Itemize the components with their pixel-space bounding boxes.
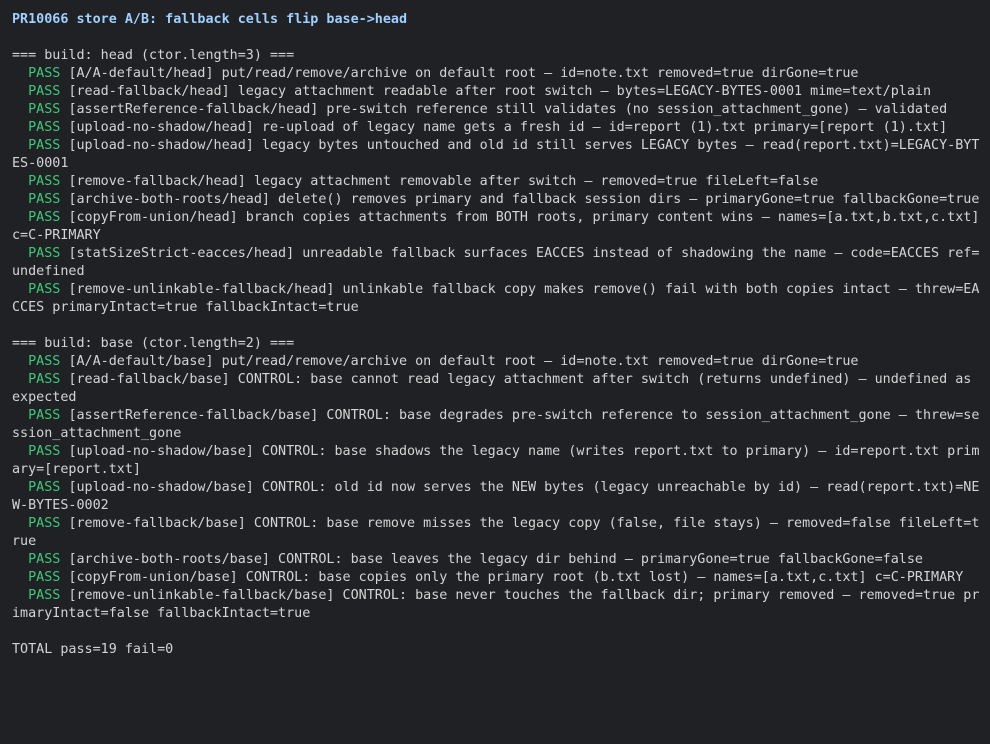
result-text: [upload-no-shadow/base] CONTROL: old id now serves the NEW bytes (legacy unreachable by id) — read(report.txt)=NEW-BYTES-0002: [12, 480, 980, 513]
result-text: [A/A-default/head] put/read/remove/archive on default root — id=note.txt removed=true dirGone=true: [68, 66, 859, 81]
results-list: [12, 353, 990, 623]
result-line: [12, 209, 988, 245]
pass-status: PASS: [28, 408, 61, 423]
report-title: PR10066 store A/B: fallback cells flip base->head: [12, 12, 408, 27]
result-line: [12, 173, 980, 191]
result-text: [upload-no-shadow/head] legacy bytes untouched and old id still serves LEGACY bytes — read(report.txt)=LEGACY-BYTES-0001: [12, 138, 980, 171]
result-line: [12, 569, 980, 587]
pass-status: PASS: [28, 552, 61, 567]
pass-status: PASS: [28, 66, 61, 81]
result-line: [12, 101, 980, 119]
pass-status: PASS: [28, 174, 61, 189]
result-line: [12, 281, 980, 317]
result-text: [A/A-default/base] put/read/remove/archive on default root — id=note.txt removed=true dirGone=true: [68, 354, 859, 369]
section-head: [12, 47, 990, 317]
pass-status: PASS: [28, 282, 61, 297]
result-line: [12, 137, 980, 173]
pass-status: PASS: [28, 138, 61, 153]
result-text: [assertReference-fallback/base] CONTROL: base degrades pre-switch reference to session_attachment_gone — threw=session_attachment_gone: [12, 408, 980, 441]
section-base: [12, 335, 990, 623]
result-line: [12, 119, 980, 137]
section-header: === build: base (ctor.length=2) ===: [12, 336, 295, 351]
result-text: [archive-both-roots/head] delete() removes primary and fallback session dirs — primaryGone=true fallbackGone=true: [68, 192, 980, 207]
result-text: [remove-fallback/base] CONTROL: base remove misses the legacy copy (false, file stays) — removed=false fileLeft=true: [12, 516, 980, 549]
result-line: [12, 551, 980, 569]
result-line: [12, 587, 980, 623]
result-line: [12, 65, 980, 83]
result-text: [assertReference-fallback/head] pre-switch reference still validates (no session_attachment_gone) — validated: [68, 102, 948, 117]
pass-status: PASS: [28, 120, 61, 135]
pass-status: PASS: [28, 480, 61, 495]
result-line: [12, 245, 980, 281]
result-line: [12, 515, 980, 551]
pass-status: PASS: [28, 372, 61, 387]
result-line: [12, 443, 980, 479]
result-line: [12, 407, 980, 443]
result-line: [12, 371, 980, 407]
blank-line: [12, 623, 990, 641]
result-text: [copyFrom-union/base] CONTROL: base copies only the primary root (b.txt lost) — names=[a.txt,c.txt] c=C-PRIMARY: [68, 570, 964, 585]
total-summary: TOTAL pass=19 fail=0: [12, 642, 174, 657]
pass-status: PASS: [28, 516, 61, 531]
pass-status: PASS: [28, 84, 61, 99]
blank-line: [12, 29, 990, 47]
result-text: [remove-fallback/head] legacy attachment removable after switch — removed=true fileLeft=false: [68, 174, 819, 189]
result-text: [upload-no-shadow/head] re-upload of legacy name gets a fresh id — id=report (1).txt primary=[report (1).txt]: [68, 120, 948, 135]
results-list: [12, 65, 990, 317]
result-line: [12, 479, 980, 515]
result-line: [12, 191, 980, 209]
result-text: [remove-unlinkable-fallback/base] CONTROL: base never touches the fallback dir; primary removed — removed=true primaryIntact=false fallbackIntact=true: [12, 588, 980, 621]
result-text: [upload-no-shadow/base] CONTROL: base shadows the legacy name (writes report.txt to primary) — id=report.txt primary=[report.txt]: [12, 444, 980, 477]
pass-status: PASS: [28, 570, 61, 585]
result-text: [copyFrom-union/head] branch copies attachments from BOTH roots, primary content wins — names=[a.txt,b.txt,c.txt] c=C-PRIMARY: [12, 210, 988, 243]
result-text: [statSizeStrict-eacces/head] unreadable fallback surfaces EACCES instead of shadowing the name — code=EACCES ref=undefined: [12, 246, 980, 279]
pass-status: PASS: [28, 444, 61, 459]
result-text: [archive-both-roots/base] CONTROL: base leaves the legacy dir behind — primaryGone=true fallbackGone=false: [68, 552, 923, 567]
pass-status: PASS: [28, 246, 61, 261]
result-line: [12, 353, 980, 371]
pass-status: PASS: [28, 192, 61, 207]
section-header: === build: head (ctor.length=3) ===: [12, 48, 295, 63]
result-text: [remove-unlinkable-fallback/head] unlinkable fallback copy makes remove() fail with both copies intact — threw=EACCES primaryIntact=true fallbackIntact=true: [12, 282, 980, 315]
pass-status: PASS: [28, 354, 61, 369]
pass-status: PASS: [28, 588, 61, 603]
pass-status: PASS: [28, 102, 61, 117]
result-line: [12, 83, 980, 101]
pass-status: PASS: [28, 210, 61, 225]
result-text: [read-fallback/base] CONTROL: base cannot read legacy attachment after switch (returns undefined) — undefined as expected: [12, 372, 980, 405]
blank-line: [12, 317, 990, 335]
result-text: [read-fallback/head] legacy attachment readable after root switch — bytes=LEGACY-BYTES-0001 mime=text/plain: [68, 84, 932, 99]
